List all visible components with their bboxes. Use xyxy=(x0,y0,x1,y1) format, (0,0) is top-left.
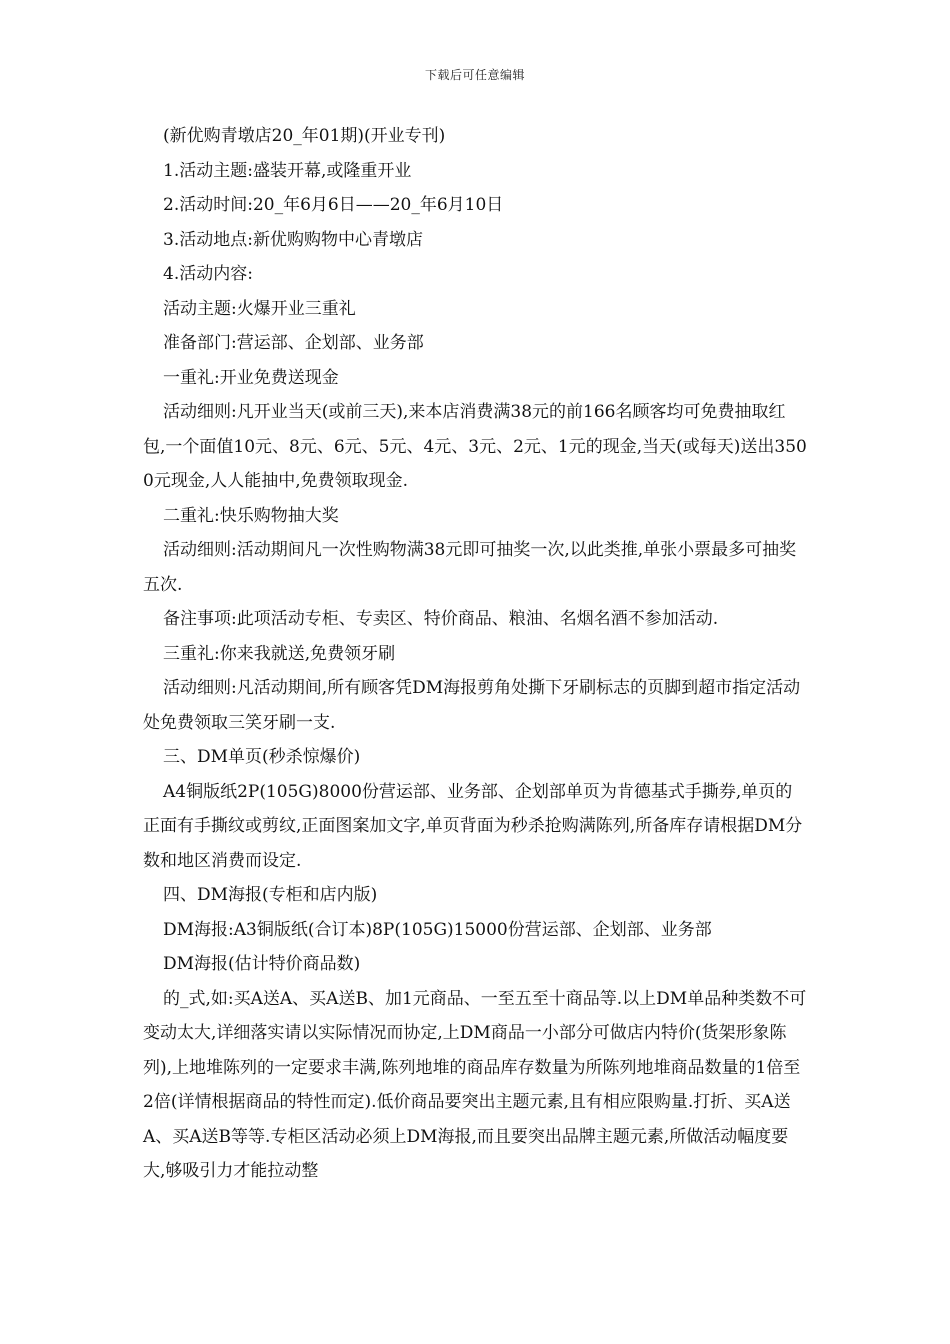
activity-location: 3.活动地点:新优购购物中心青墩店 xyxy=(163,229,423,250)
event-theme: 活动主题:火爆开业三重礼 xyxy=(163,298,356,319)
dm-flyer-details: A4铜版纸2P(105G)8000份营运部、业务部、企划部单页为肯德基式手撕券,单页的正面有手撕纹或剪纹,正面图案加文字,单页背面为秒杀抢购满陈列,所备库存请根据DM分数和地区消费而设定. xyxy=(143,781,803,871)
dm-poster-details: 的_式,如:买A送A、买A送B、加1元商品、一至五至十商品等.以上DM单品种类数不可变动太大,详细落实请以实际情况而协定,上DM商品一小部分可做店内特价(货架形象陈列),上地堆陈列的一定要求丰满,陈列地堆的商品库存数量为所陈列地堆商品数量的1倍至2倍(详情根据商品的特性而定).低价商品要突出主题元素,且有相应限购量.打折、买A送A、买A送B等等.专柜区活动必须上DM海报,而且要突出品牌主题元素,所做活动幅度要大,够吸引力才能拉动整 xyxy=(143,988,807,1181)
second-gift-details: 活动细则:活动期间凡一次性购物满38元即可抽奖一次,以此类推,单张小票最多可抽奖五次. xyxy=(143,540,797,595)
page-header: 下载后可任意编辑 xyxy=(424,68,525,82)
third-gift-details: 活动细则:凡活动期间,所有顾客凭DM海报剪角处撕下牙刷标志的页脚到超市指定活动处免费领取三笑牙刷一支. xyxy=(143,678,801,733)
remarks: 备注事项:此项活动专柜、专卖区、特价商品、粮油、名烟名酒不参加活动. xyxy=(163,609,719,629)
first-gift-details: 活动细则:凡开业当天(或前三天),来本店消费满38元的前166名顾客均可免费抽取红包,一个面值10元、8元、6元、5元、4元、3元、2元、1元的现金,当天(或每天)送出3500元现金,人人能抽中,免费领取现金. xyxy=(143,402,807,491)
second-gift-heading: 二重礼:快乐购物抽大奖 xyxy=(163,505,339,526)
dm-poster-heading: 四、DM海报(专柜和店内版) xyxy=(163,885,378,905)
activity-theme: 1.活动主题:盛装开幕,或隆重开业 xyxy=(163,160,412,181)
activity-time: 2.活动时间:20_年6月6日——20_年6月10日 xyxy=(163,195,504,215)
dm-poster-estimate: DM海报(估计特价商品数) xyxy=(163,954,361,974)
activity-content-heading: 4.活动内容: xyxy=(163,264,253,284)
prep-departments: 准备部门:营运部、企划部、业务部 xyxy=(163,333,424,353)
dm-flyer-heading: 三、DM单页(秒杀惊爆价) xyxy=(163,747,361,767)
document-body xyxy=(143,119,807,1189)
dm-poster-spec: DM海报:A3铜版纸(合订本)8P(105G)15000份营运部、企划部、业务部 xyxy=(163,919,712,940)
issue-title: (新优购青墩店20_年01期)(开业专刊) xyxy=(163,126,446,146)
first-gift-heading: 一重礼:开业免费送现金 xyxy=(163,367,339,388)
third-gift-heading: 三重礼:你来我就送,免费领牙刷 xyxy=(163,643,396,664)
